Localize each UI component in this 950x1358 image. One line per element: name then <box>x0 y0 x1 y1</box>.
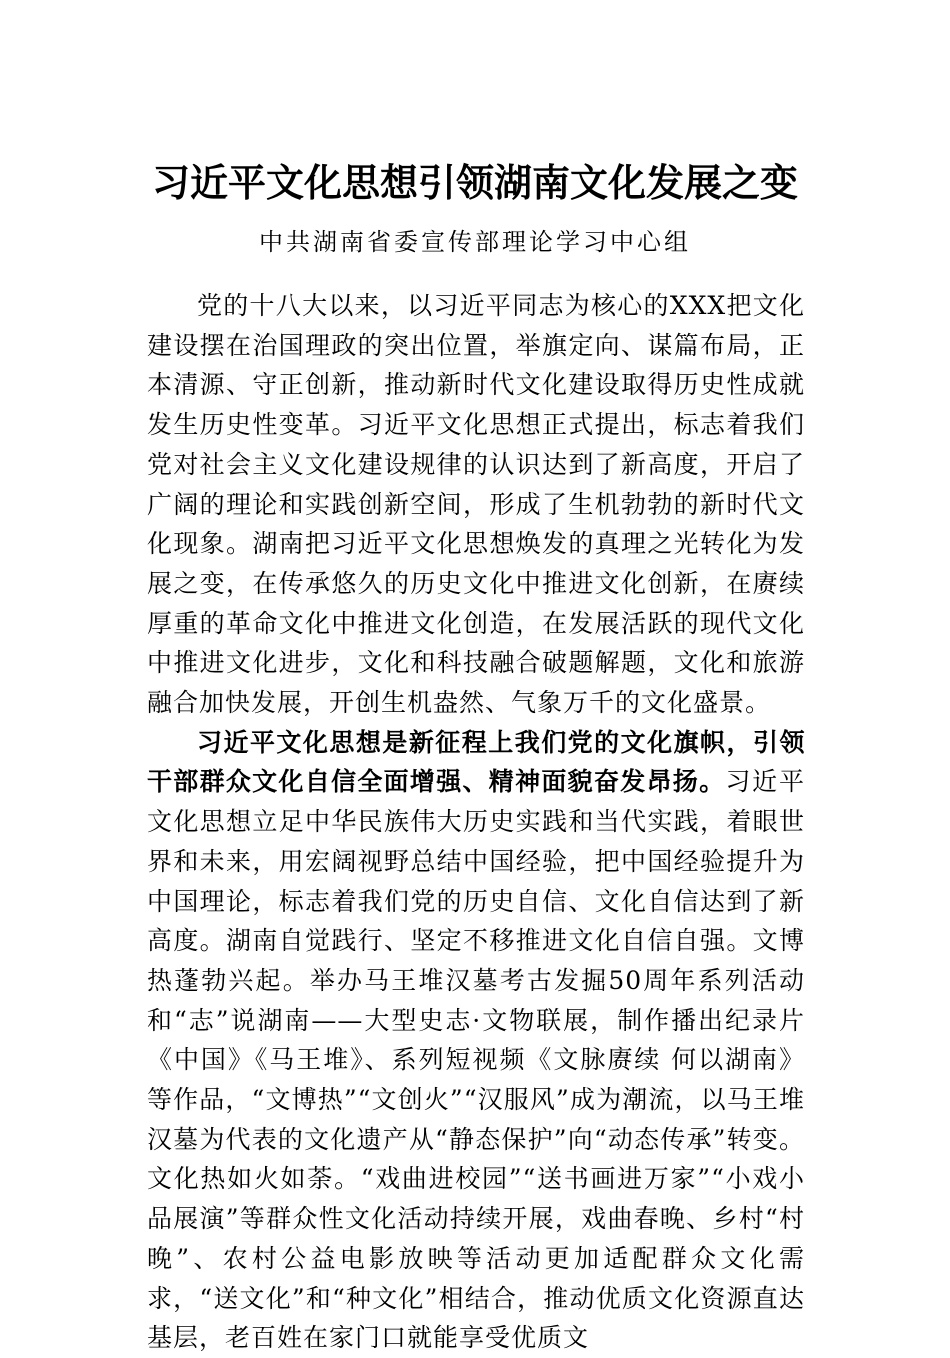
paragraph-1 <box>147 286 805 723</box>
document-title: 习近平文化思想引领湖南文化发展之变 <box>151 160 798 205</box>
paragraph-2-lead: 习近平文化思想是新征程上我们党的文化旗帜，引领干部群众文化自信全面增强、精神面貌奋发昂扬。 <box>147 727 805 797</box>
paragraph-2 <box>147 723 805 1358</box>
paragraph-2-text: 习近平文化思想立足中华民族伟大历史实践和当代实践，着眼世界和未来，用宏阔视野总结中国经验，把中国经验提升为中国理论，标志着我们党的历史自信、文化自信达到了新高度。湖南自觉践行、坚定不移推进文化自信自强。文博热蓬勃兴起。举办马王堆汉墓考古发掘50周年系列活动和“志”说湖南——大型史志·文物联展，制作播出纪录片《中国》《马王堆》、系列短视频《文脉赓续 何以湖南》等作品，“文博热”“文创火”“汉服风”成为潮流，以马王堆汉墓为代表的文化遗产从“静态保护”向“动态传承”转变。文化热如火如荼。“戏曲进校园”“送书画进万家”“小戏小品展演”等群众性文化活动持续开展，戏曲春晚、乡村“村晚”、农村公益电影放映等活动更加适配群众文化需求，“送文化”和“种文化”相结合，推动优质文化资源直达基层，老百姓在家门口就能享受优质文 <box>147 767 805 1353</box>
paragraph-1-text: 党的十八大以来，以习近平同志为核心的XXX把文化建设摆在治国理政的突出位置，举旗定向、谋篇布局，正本清源、守正创新，推动新时代文化建设取得历史性成就发生历史性变革。习近平文化思想正式提出，标志着我们党对社会主义文化建设规律的认识达到了新高度，开启了广阔的理论和实践创新空间，形成了生机勃勃的新时代文化现象。湖南把习近平文化思想焕发的真理之光转化为发展之变，在传承悠久的历史文化中推进文化创新，在赓续厚重的革命文化中推进文化创造，在发展活跃的现代文化中推进文化进步，文化和科技融合破题解题，文化和旅游融合加快发展，开创生机盎然、气象万千的文化盛景。 <box>147 291 805 718</box>
document-author: 中共湖南省委宣传部理论学习中心组 <box>259 228 691 256</box>
document-body <box>147 286 805 1358</box>
